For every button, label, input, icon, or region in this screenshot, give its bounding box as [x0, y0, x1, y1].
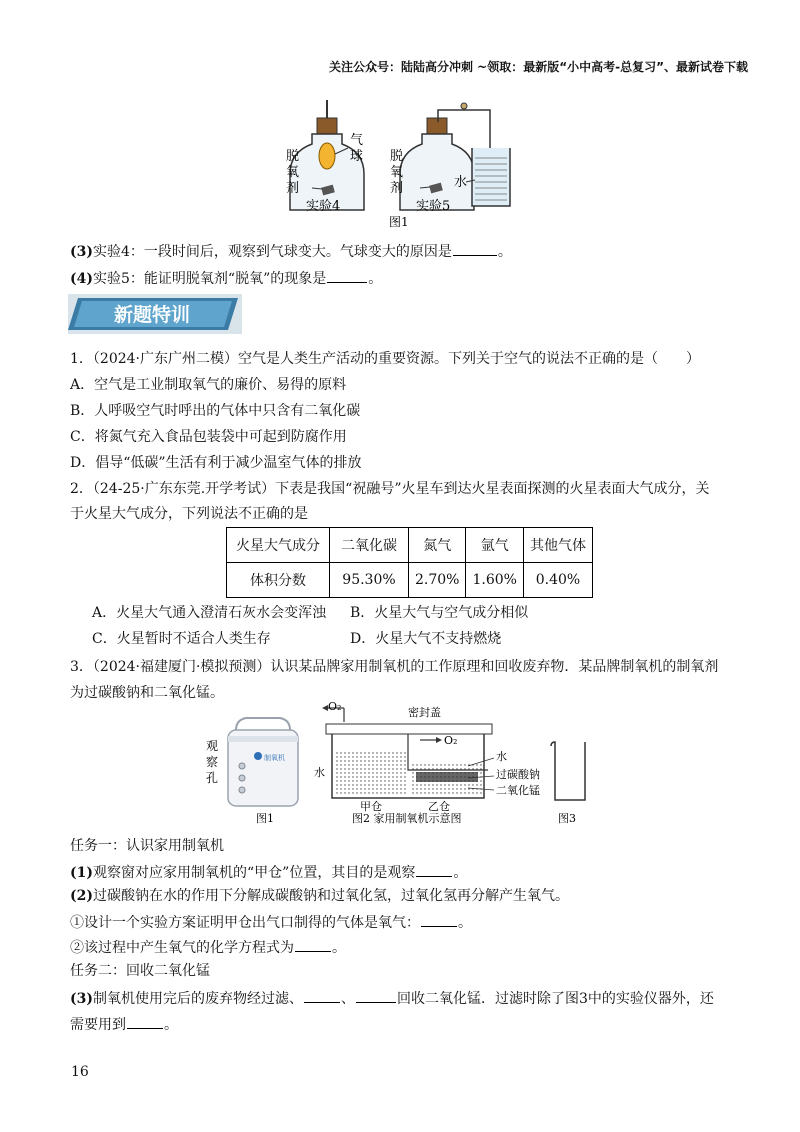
- figure-oxygen-machine: [196, 700, 606, 830]
- q1-option-d[interactable]: D．倡导“低碳”生活有利于减少温室气体的排放: [70, 455, 362, 471]
- table-row: [227, 563, 593, 598]
- q1-option-a[interactable]: A．空气是工业制取氧气的廉价、易得的原料: [70, 377, 347, 393]
- q3-stem-line2: 为过碳酸钠和二氧化锰。: [70, 685, 224, 701]
- fig-2-caption: 图2 家用制氧机示意图: [352, 812, 462, 825]
- q1-option-c[interactable]: C．将氮气充入食品包装袋中可起到防腐作用: [70, 429, 347, 445]
- q3-part-3-line2: 需要用到 。: [70, 1014, 178, 1034]
- table-header-cell: 火星大气成分: [227, 528, 330, 563]
- question-top-3: (3)实验4：一段时间后，观察到气球变大。气球变大的原因是 。: [70, 241, 512, 261]
- answer-blank[interactable]: [421, 912, 457, 927]
- q3-part-3: (3)制氧机使用完后的废弃物经过滤、 、 回收二氧化锰．过滤时除了图3中的实验仪器外，还: [70, 988, 714, 1008]
- q3-part-2: (2)过碳酸钠在水的作用下分解成碳酸钠和过氧化氢，过氧化氢再分解产生氧气。: [70, 888, 569, 904]
- answer-blank[interactable]: [295, 937, 331, 952]
- deox-label-4-2: 氧: [286, 165, 300, 180]
- deox-label-5-2: 氧: [390, 165, 404, 180]
- page-number: 16: [71, 1064, 89, 1080]
- yi-label: 乙仓: [428, 800, 450, 813]
- deox-label-4-3: 剂: [286, 181, 300, 196]
- answer-blank[interactable]: [127, 1014, 163, 1029]
- device-photo: [228, 718, 298, 806]
- table-cell: 95.30%: [330, 563, 409, 598]
- experiment-4-label: 实验4: [306, 199, 341, 214]
- balloon-label-1: 气: [350, 133, 364, 148]
- q2-stem-line2: 于火星大气成分，下列说法不正确的是: [70, 506, 308, 522]
- q3-part-2a: ①设计一个实验方案证明甲仓出气口制得的气体是氧气： 。: [70, 912, 472, 932]
- table-cell: 0.40%: [523, 563, 592, 598]
- percarbonate-label: 过碳酸钠: [496, 768, 540, 781]
- q2-option-b[interactable]: B．火星大气与空气成分相似: [350, 605, 529, 621]
- mars-atmosphere-table: [226, 527, 593, 598]
- table-cell: 1.60%: [466, 563, 523, 598]
- q3-part-2b: ②该过程中产生氧气的化学方程式为 。: [70, 937, 346, 957]
- observe-hole-label-3: 孔: [206, 771, 219, 785]
- deox-label-4-1: 脱: [286, 149, 300, 164]
- observe-hole-label-2: 察: [206, 755, 219, 769]
- q1-stem: 1．（2024·广东广州二模）空气是人类生产活动的重要资源。下列关于空气的说法不正确的是（ ）: [70, 351, 700, 367]
- q2-option-c[interactable]: C．火星暂时不适合人类生存: [92, 631, 271, 647]
- q2-stem-line1: 2．（24-25·广东东莞.开学考试）下表是我国“祝融号”火星车到达火星表面探测的火星表面大气成分，关: [70, 481, 710, 497]
- water-label-left: 水: [314, 766, 325, 779]
- answer-blank[interactable]: [304, 988, 340, 1003]
- figure-1-experiments: [270, 92, 530, 232]
- table-header-cell: 其他气体: [523, 528, 592, 563]
- answer-blank[interactable]: [416, 862, 452, 877]
- jia-label: 甲仓: [360, 800, 382, 813]
- question-top-4: (4)实验5：能证明脱氧剂“脱氧”的现象是 。: [70, 268, 382, 288]
- section-banner: [68, 294, 242, 334]
- water-label: 水: [454, 175, 468, 190]
- table-header-cell: 氩气: [466, 528, 523, 563]
- q1-option-b[interactable]: B．人呼吸空气时呼出的气体中只含有二氧化碳: [70, 403, 361, 419]
- answer-blank[interactable]: [453, 241, 497, 256]
- water-label-right: 水: [496, 750, 507, 763]
- experiment-5-apparatus: [400, 103, 510, 210]
- o2-label-right: O₂: [444, 734, 458, 747]
- deox-label-5-1: 脱: [390, 149, 404, 164]
- observe-hole-label-1: 观: [206, 739, 219, 753]
- q3-stem-line1: 3．（2024·福建厦门·模拟预测）认识某品牌家用制氧机的工作原理和回收废弃物．某品牌制氧机的制氧剂: [70, 659, 719, 675]
- table-header-cell: 二氧化碳: [330, 528, 409, 563]
- balloon-label-2: 球: [350, 149, 364, 164]
- mno2-label: 二氧化锰: [496, 784, 540, 797]
- table-header-row: [227, 528, 593, 563]
- answer-blank[interactable]: [356, 988, 396, 1003]
- table-cell: 2.70%: [409, 563, 466, 598]
- figure-1-caption: 图1: [389, 215, 409, 229]
- task-1-title: 任务一：认识家用制氧机: [70, 838, 224, 854]
- o2-label-left: O₂: [328, 700, 342, 713]
- q2-option-d[interactable]: D．火星大气不支持燃烧: [350, 631, 502, 647]
- experiment-5-label: 实验5: [416, 199, 451, 214]
- q2-option-a[interactable]: A．火星大气通入澄清石灰水会变浑浊: [92, 605, 327, 621]
- device-brand: 制氧机: [264, 754, 285, 762]
- lid-label: 密封盖: [408, 706, 441, 719]
- page-header: 关注公众号：陆陆高分冲刺 ~领取：最新版“小中高考-总复习”、最新试卷下载: [329, 60, 748, 74]
- deox-label-5-3: 剂: [390, 181, 404, 196]
- answer-blank[interactable]: [327, 268, 367, 283]
- fig-3-caption: 图3: [558, 812, 576, 825]
- table-cell: 体积分数: [227, 563, 330, 598]
- q3-part-1: (1)观察窗对应家用制氧机的“甲仓”位置，其目的是观察 。: [70, 862, 467, 882]
- table-header-cell: 氮气: [409, 528, 466, 563]
- beaker-icon: [551, 742, 585, 800]
- fig-1-caption: 图1: [256, 812, 274, 825]
- banner-title: 新题特训: [113, 304, 191, 326]
- task-2-title: 任务二：回收二氧化锰: [70, 963, 210, 979]
